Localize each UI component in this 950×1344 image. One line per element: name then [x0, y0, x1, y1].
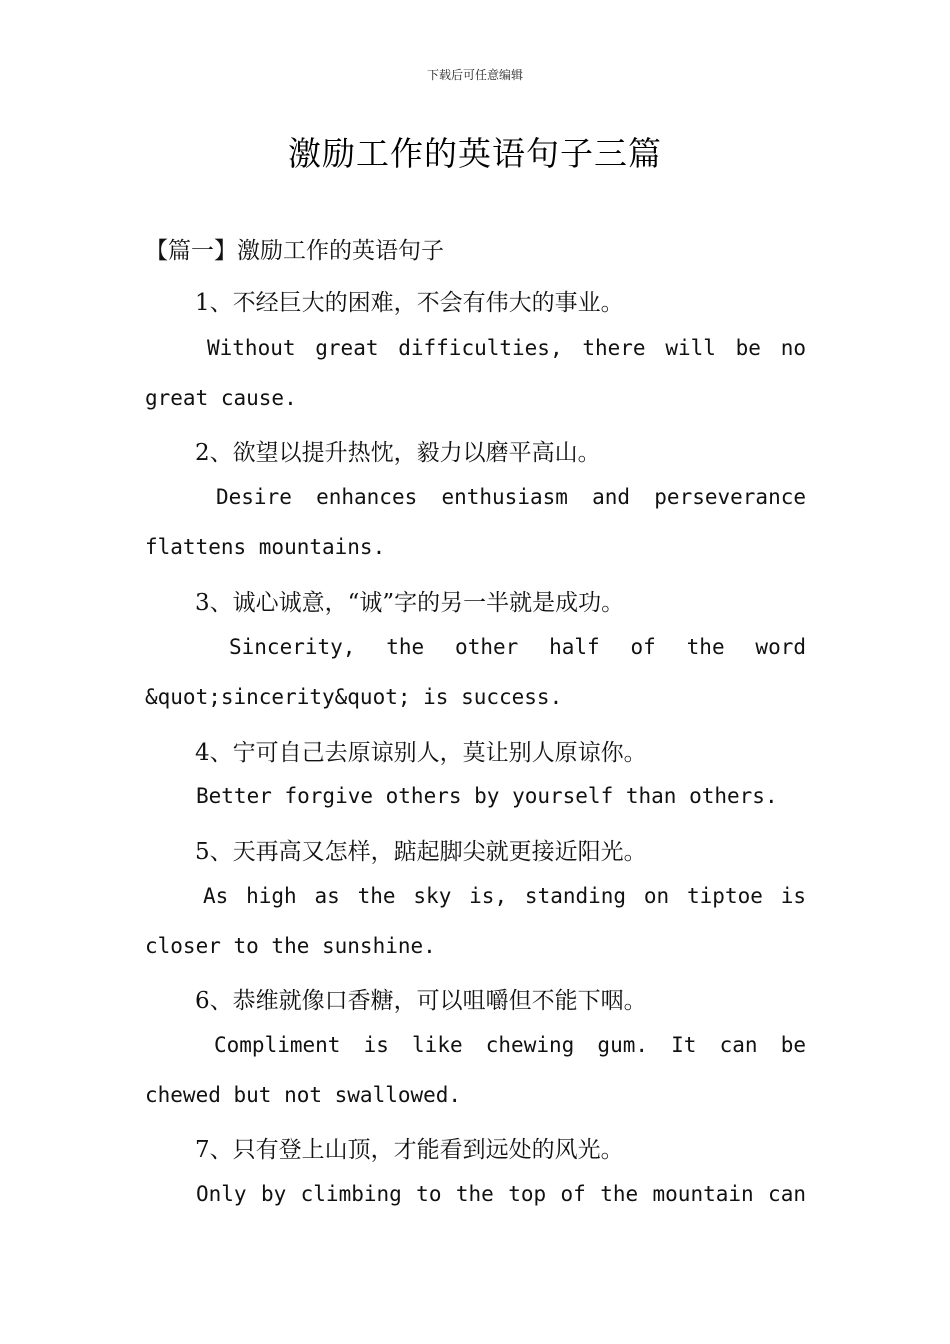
sentence-6-english-line-1: Compliment is like chewing gum. It can be	[214, 1033, 806, 1057]
sentence-2-english-line-1: Desire enhances enthusiasm and perseverance	[216, 485, 806, 509]
page-header: 下载后可任意编辑	[426, 68, 523, 82]
sentence-7-chinese: 7、只有登上山顶，才能看到远处的风光。	[195, 1137, 624, 1163]
sentence-3-chinese: 3、诚心诚意，“诚”字的另一半就是成功。	[195, 590, 625, 616]
sentence-4-english-line-1: Better forgive others by yourself than others.	[196, 784, 778, 808]
sentence-6-chinese: 6、恭维就像口香糖，可以咀嚼但不能下咽。	[195, 988, 647, 1014]
section-heading: 【篇一】激励工作的英语句子	[145, 238, 444, 264]
document-title: 激励工作的英语句子三篇	[288, 134, 662, 173]
sentence-1-english-line-1: Without great difficulties, there will be no	[207, 336, 806, 360]
sentence-3-english-line-1: Sincerity, the other half of the word	[229, 635, 806, 659]
sentence-2-english-line-2: flattens mountains.	[145, 535, 386, 559]
sentence-4-chinese: 4、宁可自己去原谅别人，莫让别人原谅你。	[195, 740, 647, 766]
sentence-5-english-line-2: closer to the sunshine.	[145, 934, 436, 958]
sentence-5-chinese: 5、天再高又怎样，踮起脚尖就更接近阳光。	[195, 839, 647, 865]
sentence-2-chinese: 2、欲望以提升热忱，毅力以磨平高山。	[195, 440, 601, 466]
sentence-3-english-line-2: &quot;sincerity&quot; is success.	[145, 685, 563, 709]
sentence-6-english-line-2: chewed but not swallowed.	[145, 1083, 462, 1107]
sentence-5-english-line-1: As high as the sky is, standing on tiptoe is	[203, 884, 806, 908]
sentence-1-chinese: 1、不经巨大的困难，不会有伟大的事业。	[195, 290, 624, 316]
sentence-1-english-line-2: great cause.	[145, 386, 297, 410]
sentence-7-english-line-1: Only by climbing to the top of the mountain can	[196, 1182, 806, 1206]
